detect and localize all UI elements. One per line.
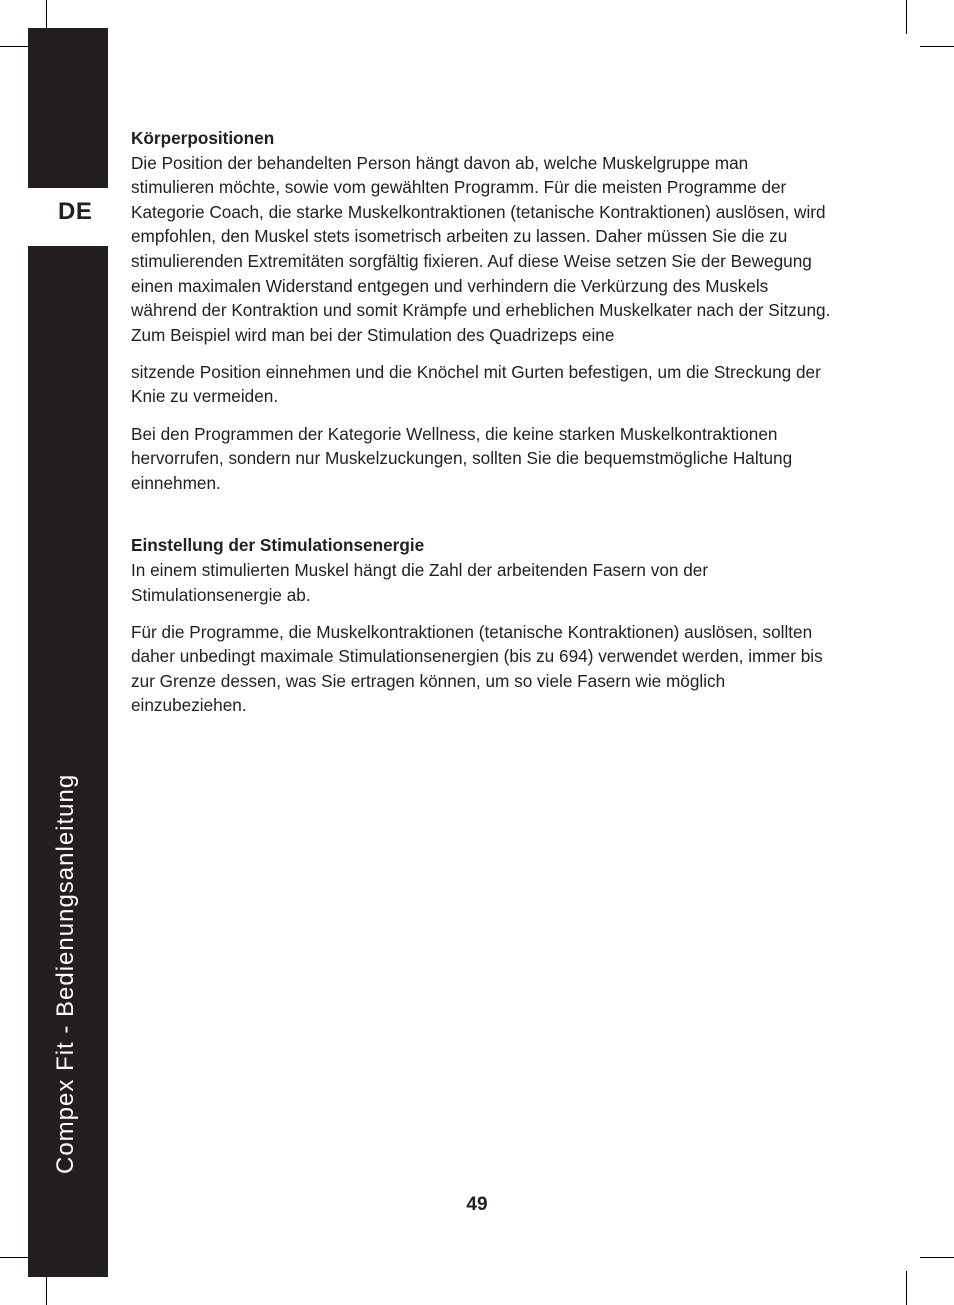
language-label: DE <box>58 198 93 225</box>
section-koerperpositionen <box>131 126 831 495</box>
sidebar-top-bar <box>28 28 108 188</box>
paragraph: Die Position der behandelten Person hängt davon ab, welche Muskelgruppe man stimulieren möchte, sowie vom gewählten Programm. Für die meisten Programme der Kategorie Coach, die starke Muskelkontraktionen (tetanische Kontraktionen) auslösen, wird empfohlen, den Muskel stets isometrisch arbeiten zu lassen. Daher müssen Sie die zu stimulierenden Extremitäten sorgfältig fixieren. Auf diese Weise setzen Sie der Bewegung einen maximalen Widerstand entgegen und verhindern die Verkürzung des Muskels während der Kontraktion und somit Krämpfe und erheblichen Muskelkater nach der Sitzung. Zum Beispiel wird man bei der Stimulation des Quadrizeps eine <box>131 152 831 345</box>
page-number: 49 <box>466 1194 488 1215</box>
crop-mark <box>920 1257 954 1258</box>
paragraph: Bei den Programmen der Kategorie Wellness, die keine starken Muskelkontraktionen hervorrufen, sondern nur Muskelzuckungen, sollten Sie die bequemstmögliche Haltung einnehmen. <box>131 423 793 493</box>
crop-mark <box>906 1271 907 1305</box>
paragraph: sitzende Position einnehmen und die Knöchel mit Gurten befestigen, um die Streckung der Knie zu vermeiden. <box>131 361 821 407</box>
crop-mark <box>920 46 954 47</box>
crop-mark <box>906 0 907 34</box>
section-heading: Einstellung der Stimulationsenergie <box>131 535 425 556</box>
section-stimulationsenergie <box>131 533 831 718</box>
paragraph: In einem stimulierten Muskel hängt die Zahl der arbeitenden Fasern von der Stimulationsenergie ab. <box>131 559 709 605</box>
manual-title: Compex Fit - Bedienungsanleitung <box>52 773 79 1174</box>
main-content <box>131 126 831 730</box>
paragraph: Für die Programme, die Muskelkontraktionen (tetanische Kontraktionen) auslösen, sollten daher unbedingt maximale Stimulationsenergien (bis zu 694) verwendet werden, immer bis zur Grenze dessen, was Sie ertragen können, um so viele Fasern wie möglich einzubeziehen. <box>131 621 823 716</box>
section-heading: Körperpositionen <box>131 128 275 148</box>
